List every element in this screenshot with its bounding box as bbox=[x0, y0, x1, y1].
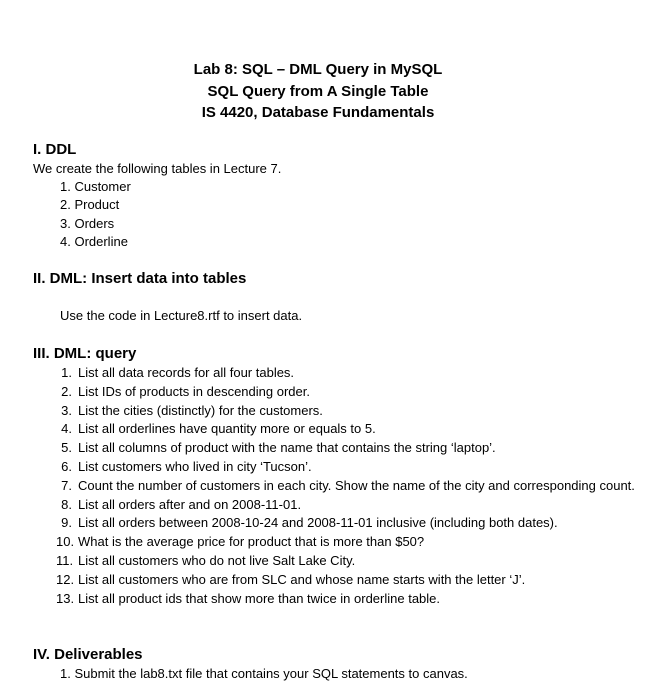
title-line-2: SQL Query from A Single Table bbox=[207, 82, 429, 100]
title-line-3: IS 4420, Database Fundamentals bbox=[201, 104, 435, 121]
query-number: 13. bbox=[56, 590, 75, 606]
section-ddl-heading: I. DDL bbox=[33, 141, 77, 158]
query-number: 6. bbox=[61, 458, 72, 474]
document-title bbox=[0, 59, 636, 124]
table-list-item: 2. Product bbox=[60, 197, 120, 213]
query-text: List all customers who are from SLC and whose name starts with the letter ‘J’. bbox=[78, 571, 526, 587]
query-item bbox=[56, 402, 638, 421]
query-item bbox=[56, 420, 638, 439]
query-text: List IDs of products in descending order. bbox=[78, 383, 310, 399]
query-number: 2. bbox=[61, 383, 72, 399]
query-item bbox=[56, 533, 638, 552]
query-item bbox=[56, 496, 638, 515]
table-list-item: 3. Orders bbox=[60, 215, 115, 231]
query-text: List all product ids that show more than twice in orderline table. bbox=[78, 590, 441, 606]
query-number: 8. bbox=[61, 496, 72, 512]
query-text: List all data records for all four tables. bbox=[78, 365, 295, 380]
query-item bbox=[56, 477, 638, 496]
query-number: 12. bbox=[56, 571, 75, 587]
query-item bbox=[56, 364, 638, 383]
query-text: List customers who lived in city ‘Tucson’. bbox=[78, 458, 312, 474]
query-text: List all customers who do not live Salt Lake City. bbox=[78, 552, 356, 568]
table-list-item: 1. Customer bbox=[60, 179, 131, 194]
query-item bbox=[56, 458, 638, 477]
table-list-item: 4. Orderline bbox=[60, 233, 128, 249]
query-item bbox=[56, 590, 638, 609]
query-number: 7. bbox=[61, 477, 72, 493]
section-ddl-intro: We create the following tables in Lecture 7. bbox=[33, 161, 282, 176]
section-query-heading: III. DML: query bbox=[33, 345, 137, 362]
query-number: 3. bbox=[61, 402, 72, 418]
query-text: List all orders after and on 2008-11-01. bbox=[78, 496, 302, 512]
table-list bbox=[60, 178, 131, 251]
title-line-1: Lab 8: SQL – DML Query in MySQL bbox=[193, 61, 443, 78]
query-number: 5. bbox=[61, 440, 72, 456]
query-text: List all columns of product with the name that contains the string ‘laptop’. bbox=[78, 440, 496, 456]
deliverables-list bbox=[60, 665, 468, 684]
query-text: List all orders between 2008-10-24 and 2008-11-01 inclusive (including both dates). bbox=[78, 515, 558, 531]
query-item bbox=[56, 439, 638, 458]
query-number: 4. bbox=[61, 421, 72, 437]
query-text: Count the number of customers in each city. Show the name of the city and corresponding count. bbox=[78, 477, 635, 493]
section-deliverables-heading: IV. Deliverables bbox=[33, 646, 143, 663]
section-insert-text: Use the code in Lecture8.rtf to insert data. bbox=[60, 308, 303, 323]
query-text: What is the average price for product that is more than $50? bbox=[78, 534, 425, 550]
query-item bbox=[56, 514, 638, 533]
query-number: 9. bbox=[61, 515, 72, 531]
query-item bbox=[56, 383, 638, 402]
query-number: 1. bbox=[61, 365, 72, 380]
query-number: 11. bbox=[56, 552, 74, 568]
section-insert-heading: II. DML: Insert data into tables bbox=[33, 270, 247, 287]
query-list bbox=[56, 364, 638, 608]
query-text: List all orderlines have quantity more or equals to 5. bbox=[78, 421, 376, 437]
query-item bbox=[56, 571, 638, 590]
query-item bbox=[56, 552, 638, 571]
query-number: 10. bbox=[56, 534, 75, 550]
deliverable-item: 1. Submit the lab8.txt file that contains your SQL statements to canvas. bbox=[60, 666, 468, 681]
query-text: List the cities (distinctly) for the customers. bbox=[78, 402, 323, 418]
